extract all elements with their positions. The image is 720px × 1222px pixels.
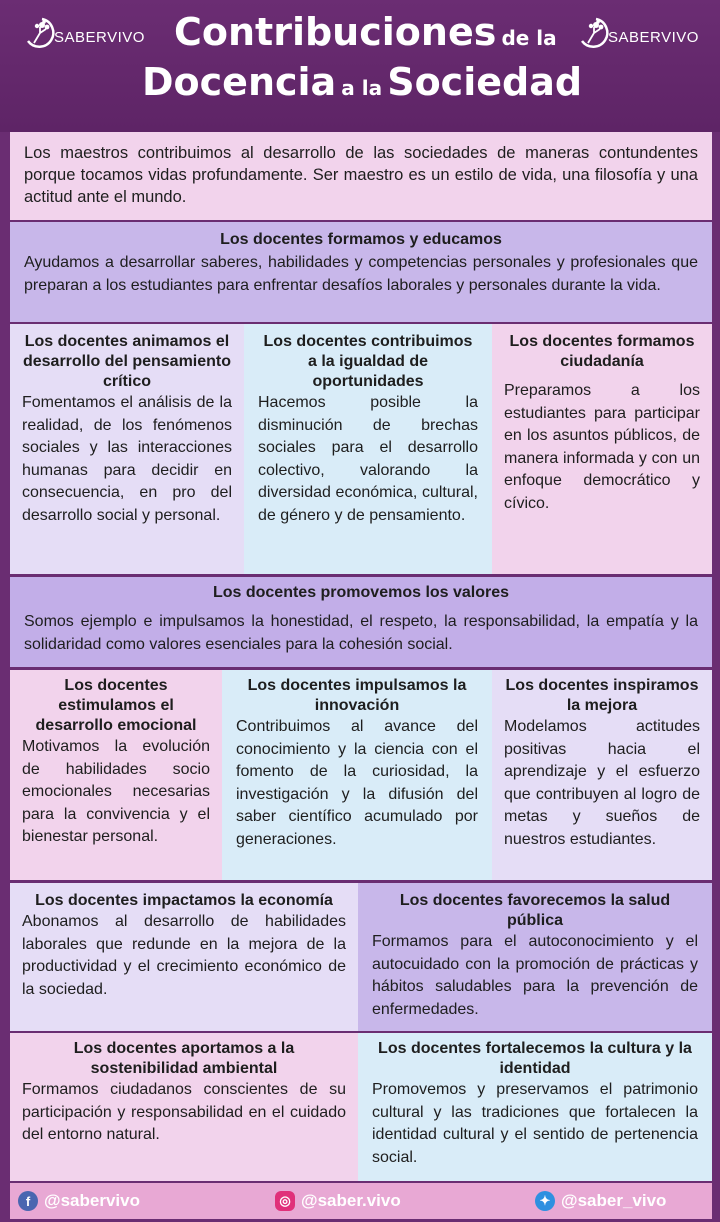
section-text: Fomentamos el análisis de la realidad, de los fenómenos sociales y las interacciones humanas para decidir en consecuencia, en pro del desarrollo social y personal. xyxy=(22,394,232,524)
brand-logo-left xyxy=(20,8,145,58)
section-title: Los docentes fortalecemos la cultura y la identidad xyxy=(378,1040,692,1077)
section-text: Formamos para el autoconocimiento y el autocuidado con la promoción de prácticas y hábitos saludables para la prevención de enfermedades. xyxy=(372,933,698,1018)
title-word: Contribuciones xyxy=(174,10,497,54)
section-title: Los docentes estimulamos el desarrollo emocional xyxy=(35,677,197,734)
title-word: Docencia xyxy=(142,60,337,104)
section-emocional xyxy=(10,670,222,880)
section-valores xyxy=(10,577,712,667)
section-text: Abonamos al desarrollo de habilidades laborales que redunde en la mejora de la productividad y el crecimiento económico de la sociedad. xyxy=(22,913,346,998)
twitter-icon: ✦ xyxy=(535,1191,555,1211)
section-title: Los docentes impulsamos la innovación xyxy=(247,677,467,714)
section-title: Los docentes formamos ciudadanía xyxy=(509,333,695,370)
section-economia xyxy=(10,883,358,1031)
facebook-icon: f xyxy=(18,1191,38,1211)
section-title: Los docentes promovemos los valores xyxy=(212,584,510,601)
section-formamos xyxy=(10,222,712,322)
section-innovacion xyxy=(222,670,492,880)
title-connector: a la xyxy=(341,76,383,100)
section-title: Los docentes favorecemos la salud pública xyxy=(399,892,671,929)
header-banner xyxy=(0,0,720,132)
brand-name: SABERVIVO xyxy=(54,28,145,46)
brand-logo-right xyxy=(574,8,699,58)
instagram-icon: ◎ xyxy=(275,1191,295,1211)
title-word: Sociedad xyxy=(387,60,583,104)
section-text: Promovemos y preservamos el patrimonio cultural y las tradiciones que fortalecen la identidad cultural y el sentido de pertenencia social. xyxy=(372,1081,698,1166)
section-text: Formamos ciudadanos conscientes de su participación y responsabilidad en el cuidado del entorno natural. xyxy=(22,1081,346,1143)
section-text: Ayudamos a desarrollar saberes, habilidades y competencias personales y profesionales que preparan a los estudiantes para enfrentar desafíos laborales y personales durante la vida. xyxy=(24,254,698,294)
section-text: Hacemos posible la disminución de brechas sociales para el desarrollo colectivo, valorando la diversidad económica, cultural, de género y de pensamiento. xyxy=(258,394,478,524)
section-pensamiento xyxy=(10,324,244,574)
section-title: Los docentes inspiramos la mejora xyxy=(505,677,699,714)
section-ciudadania xyxy=(492,324,712,574)
title-connector: de la xyxy=(501,26,557,50)
section-text: Contribuimos al avance del conocimiento y la ciencia con el fomento de la curiosidad, la investigación y la difusión del saber científico acumulado por generaciones. xyxy=(236,718,478,848)
facebook-link[interactable] xyxy=(18,1191,140,1211)
brand-name: SABERVIVO xyxy=(608,28,699,46)
section-text: Modelamos actitudes positivas hacia el aprendizaje y el esfuerzo que contribuyen al logro de metas y sueños de nuestros estudiantes. xyxy=(504,718,700,848)
facebook-handle: @sabervivo xyxy=(44,1191,140,1210)
intro-paragraph: Los maestros contribuimos al desarrollo de las sociedades de maneras contundentes porque tocamos vidas profundamente. Ser maestro es un estilo de vida, una filosofía y una actitud ante el mundo. xyxy=(10,132,712,220)
section-text: Somos ejemplo e impulsamos la honestidad, el respeto, la responsabilidad, la empatía y la solidaridad como valores esenciales para la cohesión social. xyxy=(24,613,698,653)
section-title: Los docentes aportamos a la sostenibilidad ambiental xyxy=(73,1040,295,1077)
section-title: Los docentes impactamos la economía xyxy=(35,892,333,909)
instagram-link[interactable] xyxy=(275,1191,401,1211)
section-igualdad xyxy=(244,324,492,574)
instagram-handle: @saber.vivo xyxy=(301,1191,401,1210)
section-title: Los docentes animamos el desarrollo del pensamiento crítico xyxy=(22,333,232,390)
section-text: Preparamos a los estudiantes para participar en los asuntos públicos, de manera informada y con un enfoque democrático y cívico. xyxy=(504,382,700,512)
page-title-line-2 xyxy=(142,60,582,104)
section-cultura xyxy=(358,1033,712,1181)
section-sostenibilidad xyxy=(10,1033,358,1181)
twitter-handle: @saber_vivo xyxy=(561,1191,667,1210)
section-title: Los docentes formamos y educamos xyxy=(220,231,502,248)
section-mejora xyxy=(492,670,712,880)
twitter-link[interactable] xyxy=(535,1191,666,1211)
section-salud xyxy=(358,883,712,1031)
section-text: Motivamos la evolución de habilidades socio emocionales necesarias para la convivencia y el bienestar personal. xyxy=(22,738,210,845)
page-title-line-1 xyxy=(174,10,557,54)
section-title: Los docentes contribuimos a la igualdad de oportunidades xyxy=(263,333,473,390)
social-footer xyxy=(10,1183,712,1219)
